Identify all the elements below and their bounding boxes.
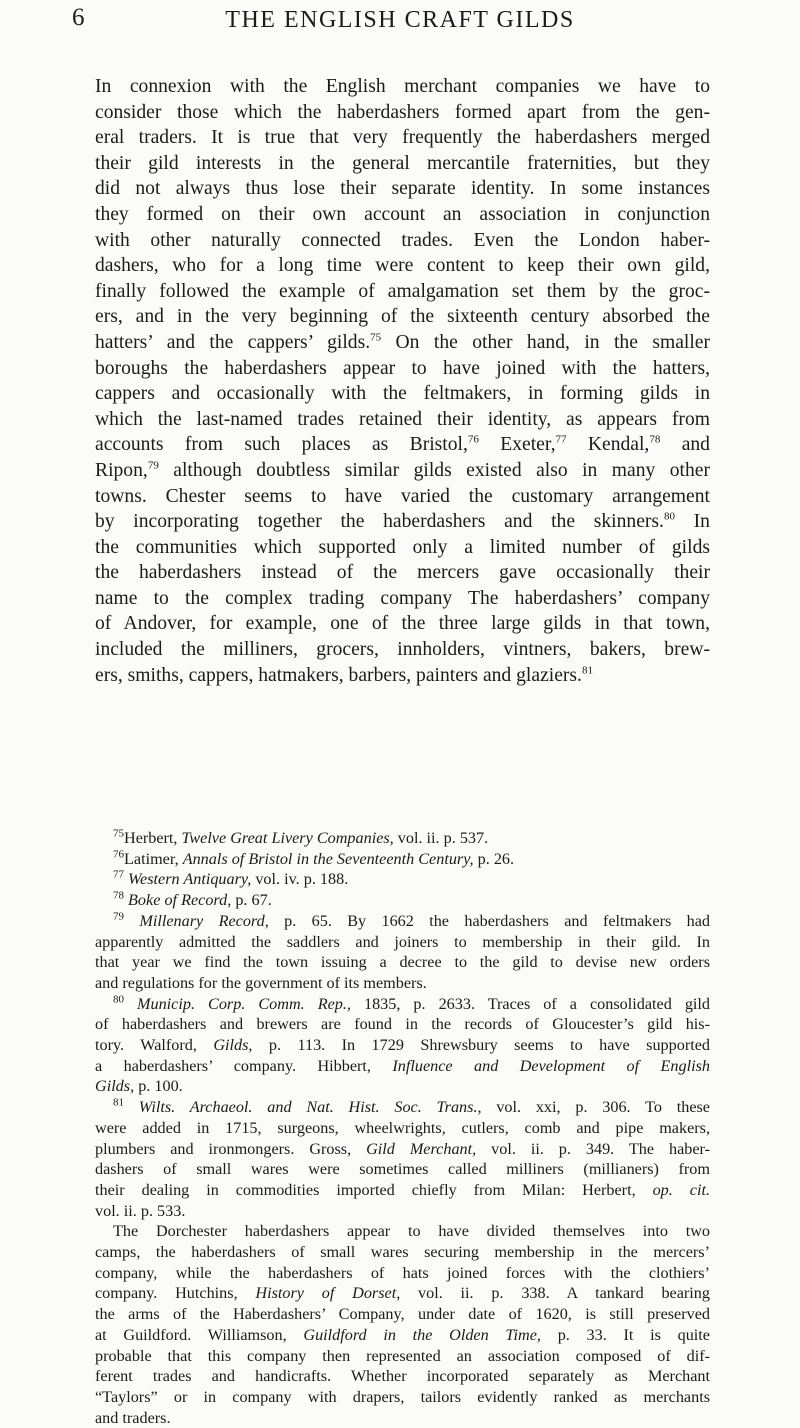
footnote-77: $^{77}$ Western Antiquary, vol. iv. p. 188. <box>113 869 349 889</box>
footnote-line: ferent trades and handicrafts. Whether incorporated separately as Merchant <box>95 1367 710 1386</box>
body-line: their gild interests in the general mercantile fraternities, but they <box>95 152 710 174</box>
footnote-line: that year we find the town issuing a decree to the gild to devise new orders <box>95 953 710 972</box>
footnote-line: Gilds, p. 100. <box>95 1077 183 1096</box>
footnote-line: company, while the haberdashers of hats joined forces with the clothiers’ <box>95 1263 710 1282</box>
body-line: included the milliners, grocers, innholders, vintners, bakers, brew- <box>95 639 710 661</box>
body-line <box>95 509 710 535</box>
body-line: ers, and in the very beginning of the sixteenth century absorbed the <box>95 306 710 328</box>
running-title: THE ENGLISH CRAFT GILDS <box>225 7 575 33</box>
footnote-line: company. Hutchins, History of Dorset, vol. ii. p. 338. A tankard bearing <box>95 1284 710 1303</box>
footnote-line: dashers of small wares were sometimes called milliners (millianers) from <box>95 1160 710 1179</box>
body-line: did not always thus lose their separate identity. In some instances <box>95 178 710 200</box>
body-line: dashers, who for a long time were content to keep their own gild, <box>95 255 710 277</box>
body-line: of Andover, for example, one of the three large gilds in that town, <box>95 613 710 635</box>
footnote-ref[interactable]: 78 <box>649 433 661 446</box>
body-line: boroughs the haberdashers appear to have joined with the hatters, <box>95 357 710 379</box>
footnote-line: and traders. <box>95 1408 171 1427</box>
body-line: name to the complex trading company The haberdashers’ company <box>95 587 710 609</box>
footnote-line: their dealing in commodities imported chiefly from Milan: Herbert, op. cit. <box>95 1180 710 1199</box>
footnote-line: plumbers and ironmongers. Gross, Gild Merchant, vol. ii. p. 349. The haber- <box>95 1139 710 1158</box>
footnote-line: “Taylors” or in company with drapers, tailors evidently ranked as merchants <box>95 1387 710 1406</box>
body-paragraph <box>95 74 710 688</box>
footnote-line: vol. ii. p. 533. <box>95 1201 186 1220</box>
body-text-run: ers, smiths, cappers, hatmakers, barbers, painters and glaziers. <box>95 664 582 686</box>
footnote-line: apparently admitted the saddlers and joiners to membership in their gild. In <box>95 932 710 951</box>
running-head <box>72 0 728 50</box>
body-line: towns. Chester seems to have varied the customary arrangement <box>95 485 710 507</box>
footnote-75: $^{75}$Herbert, Twelve Great Livery Companies, vol. ii. p. 537. <box>113 827 489 847</box>
body-line: consider those which the haberdashers formed apart from the gen- <box>95 101 710 123</box>
body-text-run: although doubtless similar gilds existed also in many other <box>158 459 710 481</box>
body-line: the haberdashers instead of the mercers gave occasionally their <box>95 562 710 584</box>
footnote-80: $^{80}$ Municip. Corp. Comm. Rep., 1835, p. 2633. Traces of a consolidated gild <box>113 993 711 1013</box>
body-text-run: by incorporating together the haberdashers and the skinners. <box>95 511 664 533</box>
body-line <box>95 458 710 484</box>
body-line: they formed on their own account an association in conjunction <box>95 203 710 225</box>
body-text-run: Exeter, <box>478 434 556 456</box>
footnote-ref[interactable]: 79 <box>147 459 159 472</box>
footnote-ref[interactable]: 76 <box>467 433 479 446</box>
body-line: eral traders. It is true that very frequently the haberdashers merged <box>95 127 710 149</box>
body-text-run: In <box>674 511 710 533</box>
footnote-line: at Guildford. Williamson, Guildford in the Olden Time, p. 33. It is quite <box>95 1325 710 1344</box>
footnote-line: The Dorchester haberdashers appear to have divided themselves into two <box>113 1222 710 1241</box>
body-line <box>95 432 710 458</box>
body-text-run: and <box>660 434 710 456</box>
body-line <box>95 330 710 356</box>
body-line: finally followed the example of amalgamation set them by the groc- <box>95 280 710 302</box>
body-text-run: Ripon, <box>95 459 148 481</box>
body-line <box>95 663 710 689</box>
footnotes <box>95 828 710 1428</box>
footnote-line: and regulations for the government of its members. <box>95 973 427 992</box>
footnote-76: $^{76}$Latimer, Annals of Bristol in the Seventeenth Century, p. 26. <box>113 848 515 868</box>
footnote-ref[interactable]: 77 <box>555 433 567 446</box>
footnote-line: tory. Walford, Gilds, p. 113. In 1729 Shrewsbury seems to have supported <box>95 1036 710 1055</box>
body-text-run: Kendal, <box>566 434 650 456</box>
footnote-line: a haberdashers’ company. Hibbert, Influence and Development of English <box>95 1056 710 1075</box>
footnote-ref[interactable]: 81 <box>581 664 593 677</box>
footnote-81: $^{81}$ Wilts. Archaeol. and Nat. Hist. Soc. Trans., vol. xxi, p. 306. To these <box>113 1096 710 1117</box>
body-text-run: hatters’ and the cappers’ gilds. <box>95 331 371 353</box>
body-line: In connexion with the English merchant companies we have to <box>95 76 710 97</box>
footnote-79: $^{79}$ Millenary Record, p. 65. By 1662 the haberdashers and feltmakers had <box>113 910 710 930</box>
footnote-78: $^{78}$ Boke of Record, p. 67. <box>113 889 272 910</box>
body-line: with other naturally connected trades. Even the London haber- <box>95 229 710 251</box>
body-line: cappers and occasionally with the feltmakers, in forming gilds in <box>95 383 710 405</box>
body-text-run: On the other hand, in the smaller <box>381 331 710 353</box>
footnote-ref[interactable]: 75 <box>370 331 382 344</box>
footnote-line: camps, the haberdashers of small wares securing membership in the mercers’ <box>95 1243 710 1262</box>
footnote-line: of haberdashers and brewers are found in the records of Gloucester’s gild his- <box>95 1015 710 1034</box>
body-line: which the last-named trades retained their identity, as appears from <box>95 408 710 430</box>
body-line: the communities which supported only a limited number of gilds <box>95 536 710 558</box>
footnote-ref[interactable]: 80 <box>663 510 675 523</box>
footnote-line: probable that this company then represented an association composed of dif- <box>95 1346 710 1365</box>
body-text-run: accounts from such places as Bristol, <box>95 434 468 456</box>
page-number: 6 <box>72 4 85 31</box>
footnote-line: were added in 1715, surgeons, wheelwrights, cutlers, comb and pipe makers, <box>95 1118 710 1137</box>
footnote-line: the arms of the Haberdashers’ Company, under date of 1620, is still preserved <box>95 1305 710 1324</box>
